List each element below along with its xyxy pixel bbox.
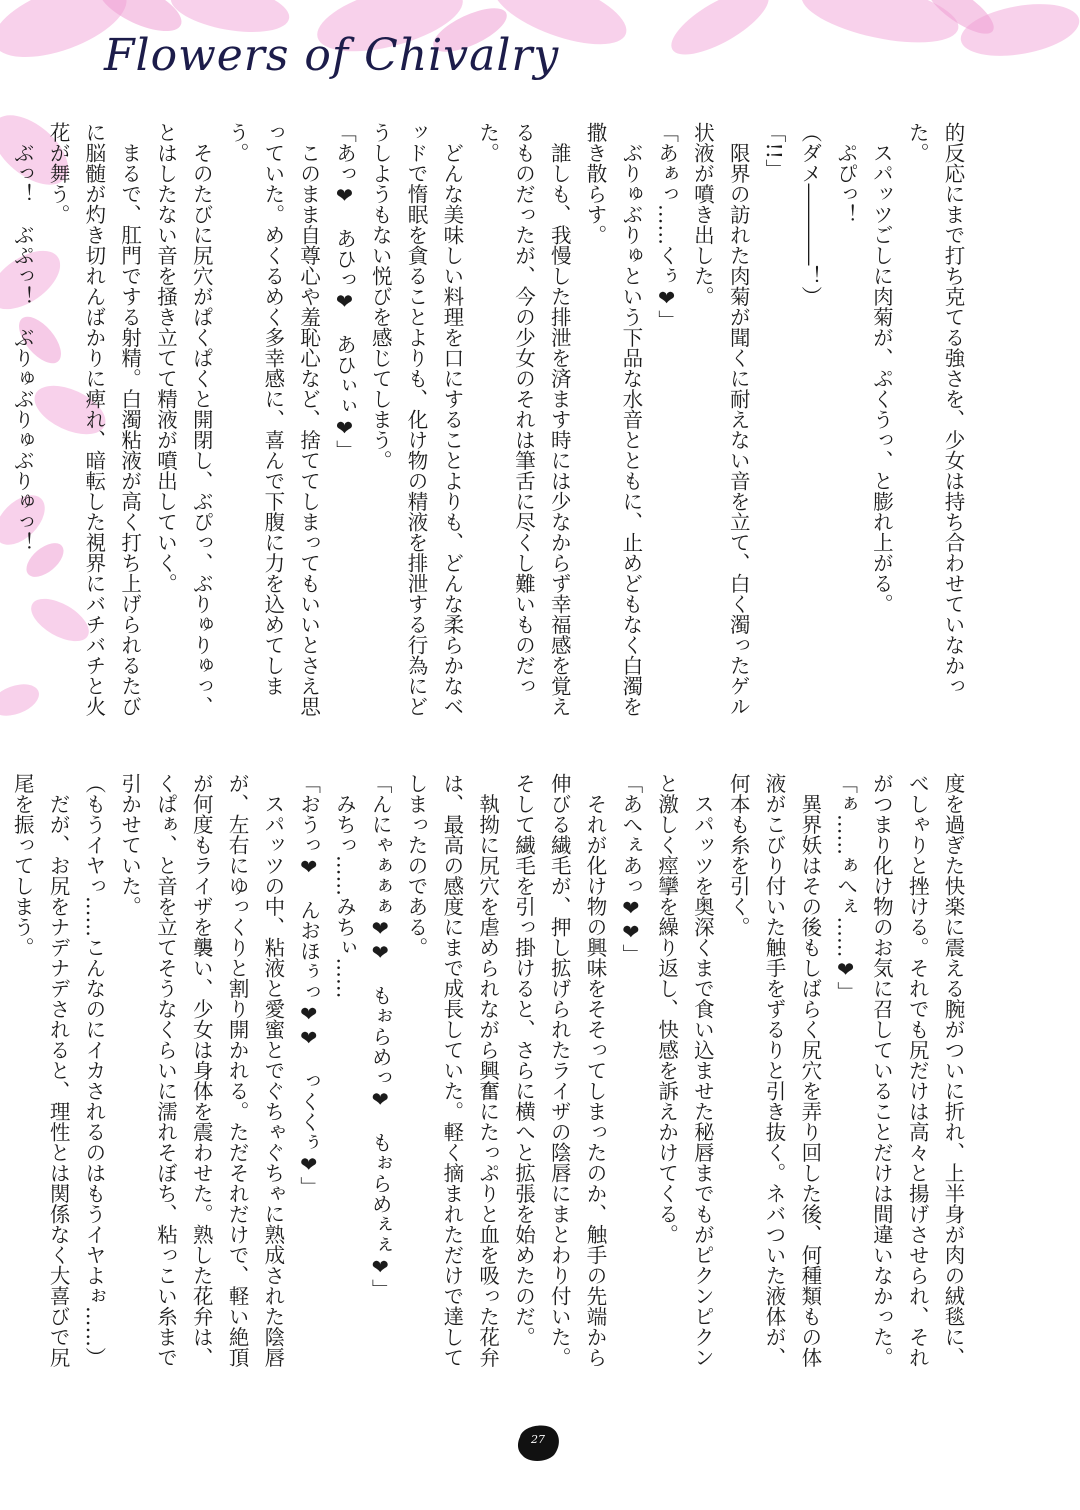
text-line: そのたびに尻穴がぱくぱくと開閉し、ぶぴっ、ぶりゅりゅっ、とはしたない音を掻き立てて精液が噴出していく。 (153, 122, 214, 717)
text-line: 「おうっ❤ んおほぅっ❤❤ っくくぅ❤」 (296, 773, 321, 1197)
text-line: スパッツの中、粘液と愛蜜とでぐちゃぐちゃに熟成された陰唇が、左右にゆっくりと割り開かれる。ただそれだけで、軽い絶頂が何度もライザを襲い、少女は身体を震わせた。熟した花弁は、くぱぁ、と音を立てそうなくらいに濡れそぼち、粘っこい糸まで引かせていた。 (117, 773, 285, 1368)
text-line: ぶりゅぶりゅという下品な水音とともに、止めどもなく白濁を撒き散らす。 (583, 122, 643, 717)
text-line: 的反応にまで打ち克てる強さを、少女は持ち合わせていなかった。 (905, 122, 965, 696)
text-line: 「あへぇあっ❤❤」 (618, 773, 643, 965)
lower-text-column (10, 773, 970, 1383)
text-line: まるで、肛門でする射精。白濁粘液が高く打ち上げられるたびに脳髄が灼き切れんばかりに痺れ、暗転した視界にバチバチと火花が舞う。 (46, 122, 142, 717)
text-line: 「あっ❤ あひっ❤ あひぃぃ❤」 (332, 122, 357, 461)
petal-decoration (662, 0, 777, 67)
text-line: それが化け物の興味をそそってしまったのか、触手の先端から伸びる繊毛が、押し拡げられたライザの陰唇にまとわり付いた。そして繊毛を引っ掛けると、さらに横へと拡張を始めたのだ。 (511, 773, 608, 1368)
text-line: 「んにゃぁぁぁ❤❤ もぉらめっ❤ もぉらめぇぇ❤」 (368, 773, 393, 1300)
text-line: 「!!」 (762, 122, 787, 180)
page-title: Flowers of Chivalry (104, 30, 560, 81)
upper-text-column (10, 122, 970, 730)
text-line: 異界妖はその後もしばらく尻穴を弄り回した後、何種類もの体液がこびり付いた触手をずるりと引き抜く。ネバついた液体が、何本も糸を引く。 (726, 773, 822, 1368)
text-line: ぶっ！ ぶぷっ！ ぶりゅぶりゅぶりゅっ！ (10, 122, 35, 553)
page-number: 27 (531, 1433, 545, 1446)
text-line: 執拗に尻穴を虐められながら興奮にたっぷりと血を吸った花弁は、最高の感度にまで成長していた。軽く摘まれただけで達してしまったのである。 (404, 773, 500, 1368)
text-line: 「あぁっ……くぅ❤」 (654, 122, 679, 331)
text-line: （ダメ――――！） (797, 122, 822, 307)
text-line: （もうイヤっ……こんなのにイカされるのはもうイヤよぉ……） (81, 773, 106, 1368)
text-line: みちっ……みちぃ…… (332, 773, 357, 999)
text-line: スパッツを奥深くまで食い込ませた秘唇までもがピクンピクンと激しく痙攣を繰り返し、快感を訴えかけてくる。 (654, 773, 715, 1368)
text-line: 「ぁ……ぁへぇ……❤」 (833, 773, 858, 1002)
page-number-badge (514, 1423, 562, 1463)
text-line: 度を過ぎた快楽に震える腕がついに折れ、上半身が肉の絨毯に、べしゃりと挫ける。それでも尻だけは高々と揚げさせられ、それがつまり化け物のお気に召していることだけは間違いなかった。 (869, 773, 965, 1368)
text-line: だが、お尻をナデナデされると、理性とは関係なく大喜びで尻尾を振ってしまう。 (10, 773, 71, 1368)
text-line: 限界の訪れた肉菊が聞くに耐えない音を立て、白く濁ったゲル状液が噴き出した。 (690, 122, 751, 717)
text-line: 誰しも、我慢した排泄を済ます時には少なからず幸福感を覚えるものだったが、今の少女のそれは筆舌に尽くし難いものだった。 (475, 122, 572, 717)
text-line: スパッツごしに肉菊が、ぷくうっ、と膨れ上がる。 (869, 122, 894, 614)
text-line (0, 773, 3, 1383)
text-line (0, 122, 3, 730)
text-line: このまま自尊心や羞恥心など、捨ててしまってもいいとさえ思っていた。めくるめく多幸感に、喜んで下腹に力を込めてしまう。 (225, 122, 321, 717)
text-line: ぷぴっ！ (833, 122, 858, 225)
text-line: どんな美味しい料理を口にすることよりも、どんな柔らかなベッドで惰眠を貪ることよりも、化け物の精液を排泄する行為にどうしようもない悦びを感じてしまう。 (368, 122, 464, 717)
